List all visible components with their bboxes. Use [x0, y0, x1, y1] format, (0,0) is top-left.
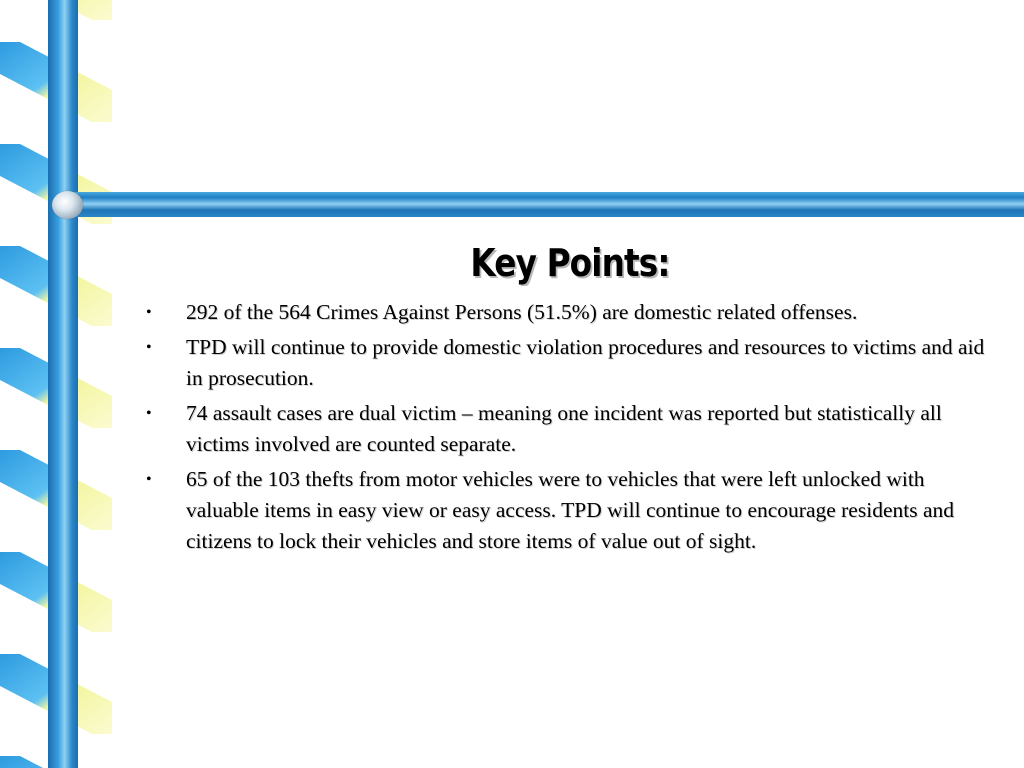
bullet-glyph: •	[146, 405, 152, 422]
bullet-glyph: •	[146, 304, 152, 321]
list-item	[140, 332, 1000, 394]
bar-knob	[52, 191, 83, 219]
slide-title: Key Points:	[470, 241, 670, 285]
point-text: 65 of the 103 thefts from motor vehicles were to vehicles that were left unlocked with valuable items in easy view or easy access. TPD will continue to encourage residents and citizens to lock their vehicles and store items of value out of sight.	[186, 467, 954, 553]
horizontal-bar	[62, 192, 1024, 217]
point-text: TPD will continue to provide domestic violation procedures and resources to victims and aid in prosecution.	[186, 335, 985, 390]
list-item	[140, 464, 1000, 557]
point-text: 74 assault cases are dual victim – meaning one incident was reported but statistically all victims involved are counted separate.	[186, 401, 942, 456]
list-item	[140, 297, 1000, 328]
list-item	[140, 398, 1000, 460]
key-points-list	[140, 297, 1000, 561]
bullet-glyph: •	[146, 339, 152, 356]
bullet-glyph: •	[146, 471, 152, 488]
decorative-ribbon	[0, 0, 115, 768]
point-text: 292 of the 564 Crimes Against Persons (51.5%) are domestic related offenses.	[186, 300, 858, 324]
